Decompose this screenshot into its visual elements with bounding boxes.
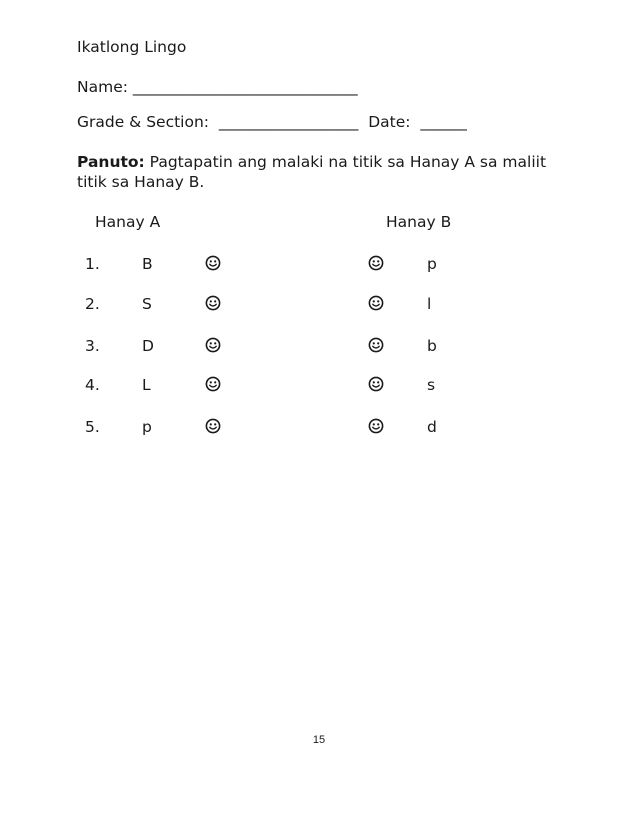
smiley-icon[interactable] [368,418,384,438]
grade-label: Grade & Section: [77,113,210,131]
hanay-a-letter: L [142,376,151,394]
name-line [77,78,358,96]
matching-row [0,337,638,361]
page-number: 15 [312,734,326,746]
hanay-b-letter: d [427,418,437,436]
hanay-b-letter: p [427,255,437,273]
matching-row [0,376,638,400]
grade-section-line [77,113,467,131]
name-blank[interactable]: _____________________________ [132,78,358,96]
column-b-header: Hanay B [386,213,452,231]
hanay-a-letter: p [142,418,152,436]
column-a-header: Hanay A [95,213,161,231]
item-number: 4. [85,376,100,394]
smiley-icon[interactable] [205,376,221,396]
item-number: 2. [85,295,100,313]
worksheet-title: Ikatlong Lingo [77,38,187,56]
item-number: 3. [85,337,100,355]
matching-row [0,418,638,442]
hanay-b-letter: l [427,295,432,313]
date-label: Date: [368,113,411,131]
smiley-icon[interactable] [368,337,384,357]
smiley-icon[interactable] [368,376,384,396]
date-blank[interactable]: ______ [420,113,467,131]
instructions-text: Pagtapatin ang malaki na titik sa Hanay A sa maliit titik sa Hanay B. [77,153,547,191]
smiley-icon[interactable] [368,295,384,315]
instructions-label: Panuto: [77,153,145,171]
smiley-icon[interactable] [205,295,221,315]
item-number: 5. [85,418,100,436]
hanay-b-letter: s [427,376,436,394]
matching-row [0,295,638,319]
hanay-a-letter: B [142,255,153,273]
item-number: 1. [85,255,100,273]
matching-row [0,255,638,279]
smiley-icon[interactable] [205,337,221,357]
name-label: Name: [77,78,128,96]
instructions [77,152,577,192]
smiley-icon[interactable] [205,255,221,275]
hanay-a-letter: S [142,295,152,313]
grade-blank[interactable]: __________________ [218,113,359,131]
hanay-a-letter: D [142,337,154,355]
hanay-b-letter: b [427,337,437,355]
smiley-icon[interactable] [368,255,384,275]
smiley-icon[interactable] [205,418,221,438]
